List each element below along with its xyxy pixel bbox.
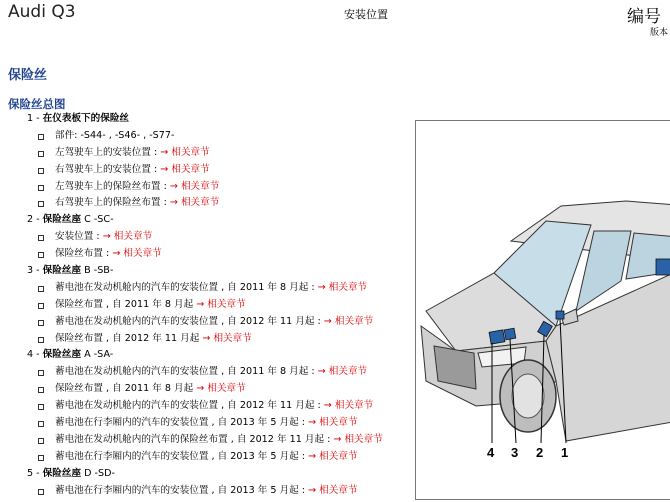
related-chapter-link[interactable]: → 相关章节 [308,450,358,462]
fuse-group-heading [0,466,410,483]
vehicle-figure [415,120,670,500]
fuse-list-item [0,483,410,500]
related-chapter-link[interactable]: → 相关章节 [160,163,210,175]
fuse-list-item [0,449,410,466]
section-subtitle: 保险丝总图 [8,97,66,111]
item-text: 左驾驶车上的安装位置 : [55,146,161,158]
related-chapter-link[interactable]: → 相关章节 [333,433,383,445]
fuse-box-b [504,328,516,340]
fuse-list-item [0,415,410,432]
fuse-item-list [0,111,410,499]
square-bullet-icon [38,252,44,258]
fuse-list-item [0,145,410,162]
fuse-list-item [0,432,410,449]
fuse-list-item [0,195,410,212]
item-text: 蓄电池在发动机舱内的汽车的安装位置 , 自 2012 年 11 月起 : [55,315,324,327]
item-text: D -SD- [81,467,115,479]
callout-1: 1 [561,445,569,460]
item-text: 保险丝布置 , 自 2012 年 11 月起 [55,332,203,344]
square-bullet-icon [38,151,44,157]
item-text: 蓄电池在行李厢内的汽车的安装位置 , 自 2013 年 5 月起 : [55,484,309,496]
item-heading-label: 保险丝座 [42,467,82,479]
related-chapter-link[interactable]: → 相关章节 [160,146,210,158]
fuse-list-item [0,229,410,246]
callout-2: 2 [536,445,544,460]
item-text: 保险丝布置 , 自 2011 年 8 月起 [55,298,197,310]
related-chapter-link[interactable]: → 相关章节 [169,180,220,192]
callout-4: 4 [487,445,495,460]
header-number-label: 编号 [627,7,661,27]
item-heading-label: 在仪表板下的保险丝 [42,113,130,124]
item-number: 4 - [27,349,43,361]
item-text: 蓄电池在发动机舱内的汽车的安装位置 , 自 2011 年 8 月起 : [55,281,318,293]
item-text: 蓄电池在发动机舱内的汽车的安装位置 , 自 2012 年 11 月起 : [55,400,324,412]
square-bullet-icon [38,421,44,427]
fuse-list-item [0,331,410,348]
fuse-group-heading [0,111,410,128]
related-chapter-link[interactable]: → 相关章节 [196,298,246,310]
related-chapter-link[interactable]: → 相关章节 [323,315,374,327]
fuse-list-item [0,179,410,196]
header-section: 安装位置 [344,8,388,21]
related-chapter-link[interactable]: → 相关章节 [308,417,358,429]
vehicle-illustration [416,121,670,500]
fuse-list-item [0,162,410,179]
square-bullet-icon [38,286,44,292]
square-bullet-icon [38,370,44,376]
front-wheel-rim [512,374,544,418]
related-chapter-link[interactable]: → 相关章节 [317,366,368,378]
item-text: 蓄电池在行李厢内的汽车的安装位置 , 自 2013 年 5 月起 : [55,450,309,462]
square-bullet-icon [38,404,44,410]
fuse-group-heading [0,347,410,364]
square-bullet-icon [38,235,44,241]
header-brand: Audi Q3 [8,2,76,22]
fuse-list-item [0,398,410,415]
square-bullet-icon [38,303,44,309]
square-bullet-icon [38,387,44,393]
fuse-list-item [0,381,410,398]
square-bullet-icon [38,438,44,444]
callout-3: 3 [511,445,519,460]
item-text: B -SB- [81,265,114,277]
item-text: 蓄电池在发动机舱内的汽车的保险丝布置 , 自 2012 年 11 月起 : [55,433,334,445]
related-chapter-link[interactable]: → 相关章节 [308,484,358,496]
item-text: 右驾驶车上的保险丝布置 : [55,197,170,209]
square-bullet-icon [38,185,44,191]
fuse-box-a [489,330,505,344]
fuse-list-item [0,297,410,314]
item-text: 左驾驶车上的保险丝布置 : [55,180,170,192]
square-bullet-icon [38,320,44,326]
item-text: 部件: -S44- , -S46- , -S77- [55,129,175,141]
square-bullet-icon [38,489,44,495]
item-number: 1 - [27,113,43,124]
square-bullet-icon [38,168,44,174]
related-chapter-link[interactable]: → 相关章节 [317,281,368,293]
item-text: 保险丝布置 , 自 2011 年 8 月起 [55,383,197,395]
item-text: 安装位置 : [55,231,103,243]
item-text: C -SC- [81,214,114,226]
related-chapter-link[interactable]: → 相关章节 [102,231,153,243]
item-heading-label: 保险丝座 [42,349,82,361]
item-number: 5 - [27,467,43,479]
square-bullet-icon [38,201,44,207]
square-bullet-icon [38,455,44,461]
related-chapter-link[interactable]: → 相关章节 [323,400,374,412]
square-bullet-icon [38,337,44,343]
related-chapter-link[interactable]: → 相关章节 [169,197,220,209]
item-heading-label: 保险丝座 [42,265,82,277]
square-bullet-icon [38,134,44,140]
fuse-list-item [0,246,410,263]
fuse-list-item [0,364,410,381]
item-number: 2 - [27,214,43,226]
item-heading-label: 保险丝座 [42,214,82,226]
item-text: A -SA- [81,349,114,361]
related-chapter-link[interactable]: → 相关章节 [112,248,162,260]
fuse-box-d [656,259,670,275]
fuse-group-heading [0,263,410,280]
fuse-list-item [0,280,410,297]
header-version-label: 版本 [650,28,669,38]
item-number: 3 - [27,265,43,277]
item-text: 右驾驶车上的安装位置 : [55,163,161,175]
item-text: 蓄电池在行李厢内的汽车的安装位置 , 自 2013 年 5 月起 : [55,417,309,429]
fuse-list-item [0,314,410,331]
item-text: 蓄电池在发动机舱内的汽车的安装位置 , 自 2011 年 8 月起 : [55,366,318,378]
page-title: 保险丝 [8,68,48,83]
item-text: 保险丝布置 : [55,248,113,260]
fuse-box-dash [556,311,564,319]
related-chapter-link[interactable]: → 相关章节 [196,383,246,395]
fuse-group-heading [0,212,410,229]
related-chapter-link[interactable]: → 相关章节 [202,332,252,344]
fuse-list-item [0,128,410,145]
